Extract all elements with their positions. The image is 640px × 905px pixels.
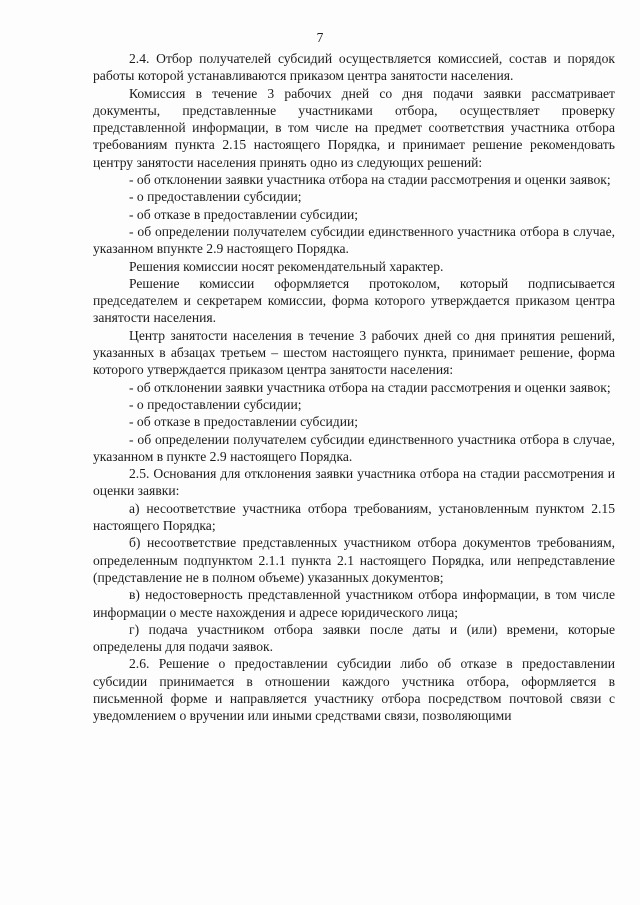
paragraph: Решение комиссии оформляется протоколом, который подписывается председателем и секретарем комиссии, форма которого утверждается приказом центра занятости населения.: [93, 275, 615, 326]
list-item: - об отклонении заявки участника отбора на стадии рассмотрения и оценки заявок;: [129, 379, 611, 395]
page-number: 7: [316, 30, 324, 45]
paragraph: 2.6. Решение о предоставлении субсидии либо об отказе в предоставлении субсидии принимается в отношении каждого учстника отбора, оформляется в письменной форме и направляется участнику отбора посредством почтовой связи с уведомлением о вручении или иными средствами связи, позволяющими: [93, 656, 615, 724]
list-item: б) несоответствие представленных участником отбора документов требованиям, определенным подпунктом 2.1.1 пункта 2.1 настоящего Порядка, или непредставление (представление не в полном объеме) указанных документов;: [93, 535, 615, 585]
document-body: [93, 50, 615, 725]
paragraph: Решения комиссии носят рекомендательный характер.: [129, 258, 444, 274]
paragraph: Комиссия в течение 3 рабочих дней со дня подачи заявки рассматривает документы, представленные участниками отбора, осуществляет проверку представленной информации, в том числе на предмет соответствия участника отбора требованиям пункта 2.15 настоящего Порядка, и принимает решение рекомендовать центру занятости населения принять одно из следующих решений:: [93, 85, 615, 170]
paragraph: Центр занятости населения в течение 3 рабочих дней со дня принятия решений, указанных в абзацах третьем – шестом настоящего пункта, принимает решение, форма которого утверждается приказом центра занятости населения:: [93, 327, 615, 378]
list-item: г) подача участником отбора заявки после даты и (или) времени, которые определены для подачи заявок.: [93, 621, 615, 655]
list-item: - об определении получателем субсидии единственного участника отбора в случае, указанном впункте 2.9 настоящего Порядка.: [93, 223, 615, 257]
list-item: - о предоставлении субсидии;: [129, 189, 302, 205]
paragraph: 2.4. Отбор получателей субсидий осуществляется комиссией, состав и порядок работы которой устанавливаются приказом центра занятости населения.: [93, 51, 615, 84]
list-item: а) несоответствие участника отбора требованиям, установленным пунктом 2.15 настоящего Порядка;: [93, 500, 615, 534]
list-item: в) недостоверность представленной участником отбора информации, в том числе информации о месте нахождения и адресе юридического лица;: [93, 587, 615, 620]
list-item: - об отказе в предоставлении субсидии;: [129, 414, 359, 430]
list-item: - об определении получателем субсидии единственного участника отбора в случае, указанном в пункте 2.9 настоящего Порядка.: [93, 431, 615, 464]
list-item: - об отклонении заявки участника отбора на стадии рассмотрения и оценки заявок;: [129, 172, 611, 188]
list-item: - о предоставлении субсидии;: [129, 396, 302, 412]
list-item: - об отказе в предоставлении субсидии;: [129, 206, 359, 222]
paragraph: 2.5. Основания для отклонения заявки участника отбора на стадии рассмотрения и оценки заявки:: [93, 466, 615, 499]
